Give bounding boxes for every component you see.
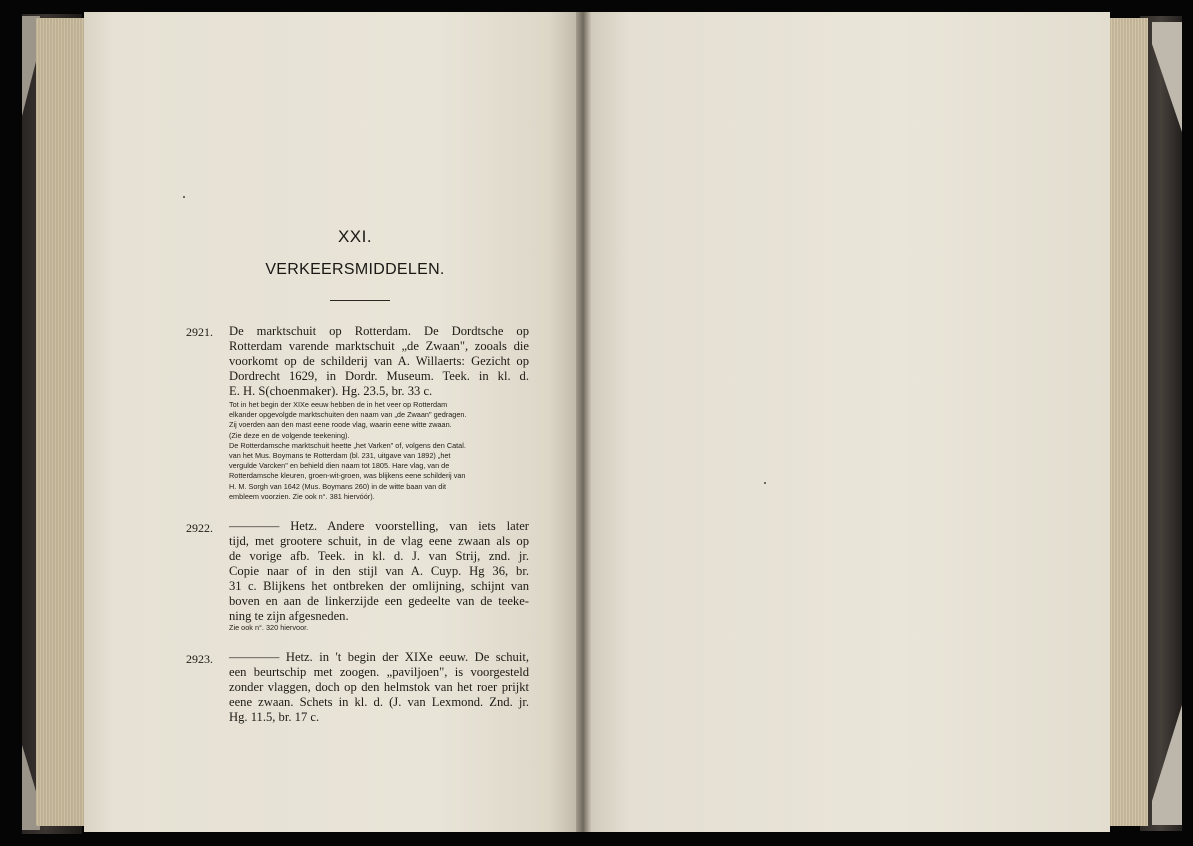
note-line: H. M. Sorgh van 1642 (Mus. Boymans 260) in de witte baan van dit [229,481,446,491]
note-line: Zij voerden aan den mast eene roode vlag, waarin eene witte zwaan. [229,420,452,430]
note-line: Zie ook n°. 320 hiervoor. [229,623,309,632]
entry-line: ning te zijn afgesneden. [229,609,349,623]
entry-line: eene zwaan. Schets in kl. d. (J. van Lexmond. Znd. jr. [229,695,529,709]
entry-line: zonder vlaggen, doch op den helmstok van het roer prijkt [229,680,529,694]
entry-line: De marktschuit op Rotterdam. De Dordtsche op [229,324,529,338]
entry-notes [229,623,529,633]
entry-number: 2921. [186,325,213,339]
entry-number: 2923. [186,652,213,666]
paper-speck [764,482,766,484]
note-line: elkander opgevolgde marktschuiten den naam van „de Zwaan" gedragen. [229,410,467,420]
entry-line: Rotterdam varende marktschuit „de Zwaan", zooals die [229,339,529,353]
entry-line: de vorige afb. Teek. in kl. d. J. van Strij, znd. jr. [229,549,529,563]
note-line: Rotterdamsche kleuren, groen-wit-groen, was blijkens eene schilderij van [229,471,466,481]
entry-line: ———— Hetz. in 't begin der XIXe eeuw. De schuit, [229,650,529,664]
paper-speck [183,196,185,198]
entry-line: een beurtschip met zoogen. „paviljoen", is voorgesteld [229,665,529,679]
entry-line: boven en aan de linkerzijde een gedeelte van de teeke- [229,594,529,608]
note-line: (Zie deze en de volgende teekening). [229,430,350,440]
chapter-title: VERKEERSMIDDELEN. [265,261,445,278]
book-gutter [576,12,592,832]
entry-line: 31 c. Blijkens het ontbreken der omlijning, schijnt van [229,579,529,593]
entry-line: voorkomt op de schilderij van A. Willaerts: Gezicht op [229,354,529,368]
entry-description [229,650,529,725]
chapter-number: XXI. [337,227,373,246]
entry-line: Dordrecht 1629, in Dordr. Museum. Teek. in kl. d. [229,369,529,383]
note-line: vergulde Varcken" en behield dien naam tot 1805. Hare vlag, van de [229,461,450,471]
right-page [588,12,1110,832]
entry-description [229,519,529,624]
note-line: embleem voorzien. Zie ook n°. 381 hiervóór). [229,491,375,501]
entry-description [229,324,529,399]
entry-line: E. H. S(choenmaker). Hg. 23.5, br. 33 c. [229,384,433,398]
entry-line: tijd, met grootere schuit, in de vlag eene zwaan als op [229,534,529,548]
title-divider [330,300,390,301]
entry-number: 2922. [186,521,213,535]
entry-line: Hg. 11.5, br. 17 c. [229,710,320,724]
note-line: De Rotterdamsche marktschuit heette „het Varken" of, volgens den Catal. [229,440,466,450]
entry-line: ———— Hetz. Andere voorstelling, van iets later [229,519,529,533]
note-line: Tot in het begin der XIXe eeuw hebben de in het veer op Rotterdam [229,400,448,409]
note-line: van het Mus. Boymans te Rotterdam (bl. 231, uitgave van 1892) „het [229,451,451,461]
entry-line: Copie naar of in den stijl van A. Cuyp. Hg 36, br. [229,564,529,578]
entry-notes [229,400,529,502]
